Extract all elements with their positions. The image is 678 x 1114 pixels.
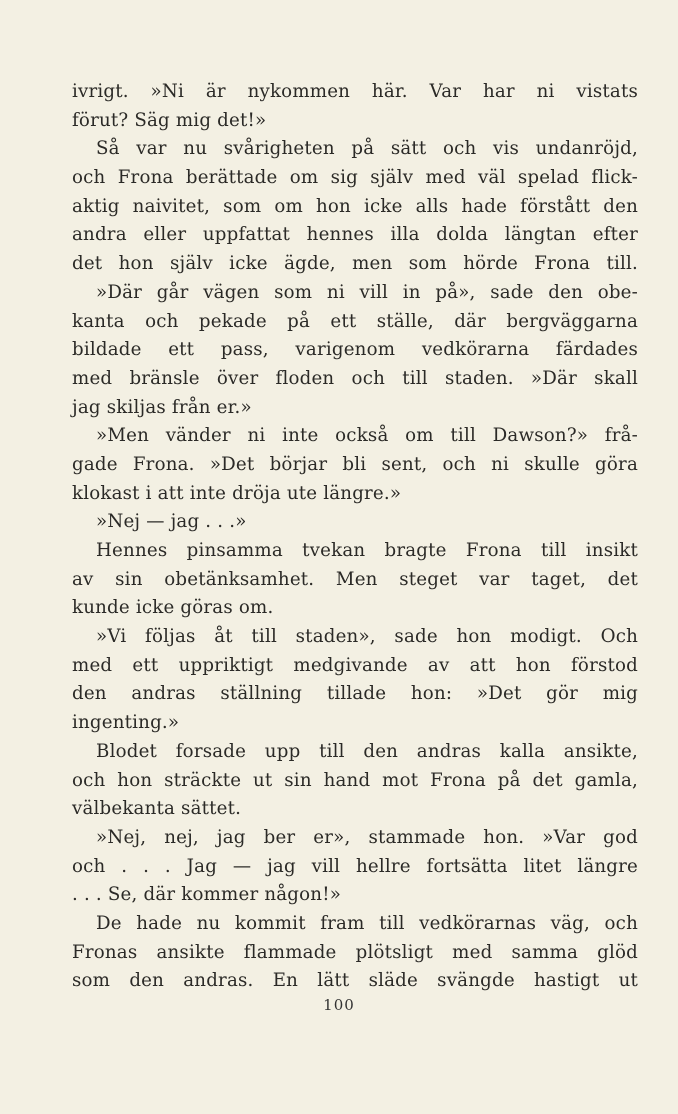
text-line: jag skiljas från er.»	[72, 396, 252, 418]
text-line: ivrigt. »Ni är nykommen här. Var har ni vistats	[72, 81, 638, 102]
text-line: »Nej, nej, jag ber er», stammade hon. »Var god	[96, 826, 638, 848]
text-line: kunde icke göras om.	[72, 597, 274, 619]
text-line: med bränsle över floden och till staden. »Där skall	[72, 367, 638, 389]
text-line: De hade nu kommit fram till vedkörarnas väg, och	[96, 912, 638, 934]
text-line: Hennes pinsamma tvekan bragte Frona till insikt	[96, 540, 638, 561]
text-line: och . . . Jag — jag vill hellre fortsätta litet längre	[72, 855, 638, 877]
text-line: . . . Se, där kommer någon!»	[72, 884, 342, 906]
text-line: klokast i att inte dröja ute längre.»	[72, 482, 402, 504]
text-line: »Nej — jag . . .»	[96, 511, 247, 533]
text-line: »Vi följas åt till staden», sade hon modigt. Och	[96, 626, 638, 648]
text-line: förut? Säg mig det!»	[72, 109, 267, 131]
text-line: andra eller uppfattat hennes illa dolda längtan efter	[72, 224, 638, 246]
text-line: aktig naivitet, som om hon icke alls hade förstått den	[72, 195, 638, 217]
page-body	[72, 78, 638, 996]
text-line: av sin obetänksamhet. Men steget var taget, det	[72, 568, 638, 590]
text-line: som den andras. En lätt släde svängde hastigt ut	[72, 970, 638, 992]
text-line: bildade ett pass, varigenom vedkörarna färdades	[72, 339, 638, 361]
text-line: ingenting.»	[72, 712, 180, 734]
text-line: Fronas ansikte flammade plötsligt med samma glöd	[72, 941, 638, 963]
page-number: 100	[323, 996, 355, 1014]
text-line: och Frona berättade om sig själv med väl spelad flick-	[72, 167, 638, 189]
text-line: välbekanta sättet.	[72, 798, 242, 820]
text-line: den andras ställning tillade hon: »Det gör mig	[72, 683, 638, 705]
text-line: med ett uppriktigt medgivande av att hon förstod	[72, 654, 638, 676]
text-line: Så var nu svårigheten på sätt och vis undanröjd,	[96, 138, 638, 160]
text-line: och hon sträckte ut sin hand mot Frona på det gamla,	[72, 769, 638, 791]
text-line: Blodet forsade upp till den andras kalla ansikte,	[96, 740, 638, 762]
text-line: gade Frona. »Det börjar bli sent, och ni skulle göra	[72, 453, 638, 475]
text-line: »Men vänder ni inte också om till Dawson?» frå-	[96, 425, 638, 447]
text-line: »Där går vägen som ni vill in på», sade den obe-	[96, 281, 638, 303]
text-line: kanta och pekade på ett ställe, där bergväggarna	[72, 310, 638, 332]
text-line: det hon själv icke ägde, men som hörde Frona till.	[72, 253, 638, 275]
